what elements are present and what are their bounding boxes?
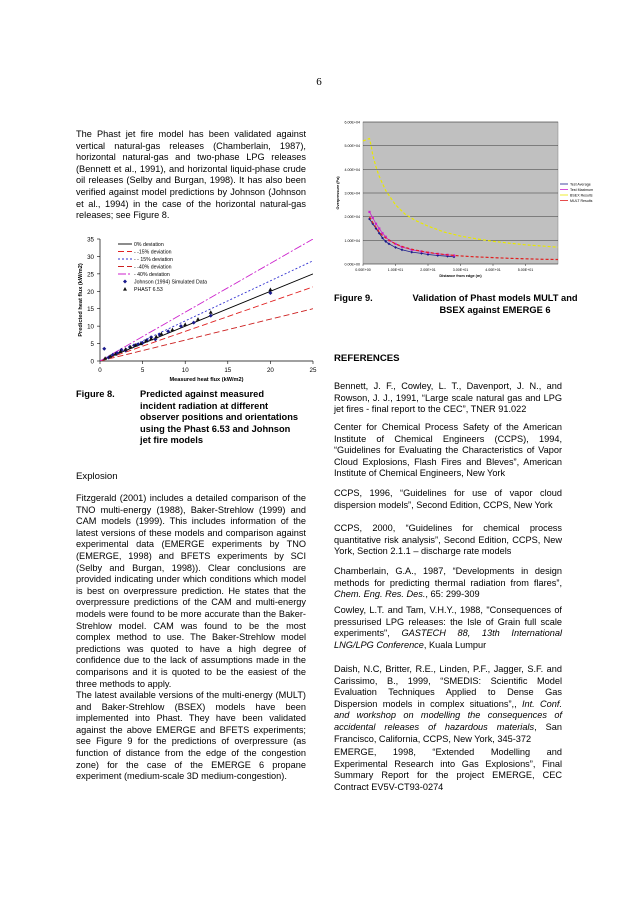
series-data-point	[375, 223, 377, 225]
reference-bennett: Bennett, J. F., Cowley, L. T., Davenport, J. N., and Rowson, J. J., 1991, “Large scale natural gas and LPG jet fires - final report to the CEC”, TNER 91.022	[334, 381, 562, 415]
phast-data-point	[209, 310, 213, 314]
figure-9-caption: Validation of Phast models MULT and BSEX against EMERGE 6	[412, 293, 578, 315]
x-tick-label: 0.00E+00	[355, 268, 371, 272]
figure-9-label: Figure 9.	[334, 293, 373, 303]
y-axis-label: Overpressure (Pa)	[336, 176, 340, 210]
figure-9-chart	[330, 116, 594, 278]
x-axis-label: Distance from edge (m)	[439, 274, 482, 278]
legend-entry: PHAST 6.53	[134, 287, 163, 293]
references-heading: REFERENCES	[334, 353, 400, 364]
deviation-line	[100, 287, 313, 361]
reference-ccps-1996: CCPS, 1996, “Guidelines for use of vapor cloud dispersion models”, Second Edition, CCPS, New York	[334, 488, 562, 510]
y-tick-label: 6.00E+04	[344, 120, 360, 125]
x-tick-label: 0	[98, 367, 102, 374]
deviation-line	[100, 309, 313, 361]
johnson-data-point	[102, 347, 106, 351]
y-axis-label: Predicted heat flux (kW/m2)	[78, 263, 84, 337]
section-heading-explosion: Explosion	[76, 471, 118, 482]
y-tick-label: 5	[90, 341, 94, 349]
reference-ccps-2000: CCPS, 2000, “Guidelines for chemical process quantitative risk analysis”, Second Edition, CCPS, New York, Section 2.1.1 – discharge rate models	[334, 523, 562, 557]
y-tick-label: 20	[87, 288, 94, 296]
x-tick-label: 10	[181, 367, 189, 374]
y-tick-label: 4.00E+04	[344, 167, 360, 172]
y-tick-label: 1.00E+04	[344, 238, 360, 243]
reference-cowley: Cowley, L.T. and Tam, V.H.Y., 1988, "Consequences of pressurised LPG releases: the Isle of Grain full scale experiments", GASTECH 88, 13th International LNG/LPG Conference, Kuala Lumpur	[334, 605, 562, 650]
deviation-line	[100, 261, 313, 361]
phast-data-point	[170, 328, 174, 332]
figure-8-caption: Predicted against measured incident radiation at different observer positions and orientations using the Phast 6.53 and Johnson jet fire models	[140, 389, 299, 445]
legend-entry: - -15% deviation	[134, 249, 172, 256]
legend-entry: - 40% deviation	[134, 272, 170, 278]
figure-8-chart	[70, 233, 320, 388]
series-data-point	[368, 211, 370, 213]
reference-daish: Daish, N.C, Britter, R.E., Linden, P.F., Jagger, S.F. and Carissimo, B., 1999, “SMEDIS: Scientific Model Evaluation Techniques Applied to Dense Gas Dispersion models in complex situations”,, Int. Conf. and workshop on modelling the consequences of accidental releases of hazardous materials, San Francisco, California, CCPS, New York, 345-372	[334, 664, 562, 744]
y-tick-label: 0	[90, 358, 94, 366]
y-tick-label: 3.00E+04	[344, 191, 360, 196]
y-tick-label: 10	[87, 323, 94, 331]
reference-emerge: EMERGE, 1998, “Extended Modelling and Experimental Research into Gas Explosions”, Final Summary Report for the project EMERGE, CEC Contract EV5V-CT93-0274	[334, 747, 562, 792]
x-tick-label: 5	[140, 367, 145, 374]
legend-entry: Test Maximum	[570, 187, 594, 192]
x-tick-label: 20	[266, 367, 274, 374]
johnson-data-point	[192, 321, 196, 325]
phast-data-point	[183, 322, 187, 326]
reference-ccps-1994: Center for Chemical Process Safety of the American Institute of Chemical Engineers (CCPS), 1994, “Guidelines for Evaluating the Characteristics of Vapor Cloud Explosions, Flash Fires and Bleves”, American Institute of Chemical Engineers, New York	[334, 422, 562, 479]
y-tick-label: 5.00E+04	[344, 144, 360, 149]
y-tick-label: 2.00E+04	[344, 215, 360, 220]
figure-8-label: Figure 8.	[76, 389, 115, 399]
legend-marker-swatch	[123, 280, 127, 284]
legend-entry: BSEX Results	[570, 193, 593, 198]
y-tick-label: 15	[87, 306, 94, 314]
legend-entry: Johnson (1994) Simulated Data	[134, 279, 207, 286]
legend-entry: MULT Results	[570, 198, 593, 203]
y-tick-label: 25	[87, 271, 94, 279]
x-tick-label: 15	[224, 367, 232, 374]
phast-data-point	[124, 347, 128, 351]
legend-entry: - - 15% deviation	[134, 257, 173, 263]
x-tick-label: 5.00E+01	[517, 268, 534, 272]
x-tick-label: 25	[309, 367, 317, 374]
explosion-paragraph-2: The latest available versions of the multi-energy (MULT) and Baker-Strehlow (BSEX) models have been implemented into Phast. They have been validated against the above EMERGE and BFETS experiments; see Figure 9 for the predictions of overpressure (as function of distance from the edge of the congestion zone) for the case of the EMERGE 6 propane experiment (medium-scale 3D medium-congestion).	[76, 690, 306, 782]
phast-data-point	[268, 288, 272, 292]
x-tick-label: 2.00E+01	[420, 268, 436, 272]
page-number: 6	[316, 76, 322, 88]
series-data-point	[378, 227, 380, 229]
y-tick-label: 35	[87, 236, 94, 244]
reference-chamberlain: Chamberlain, G.A., 1987, “Developments in design methods for predicting thermal radiation from flares”, Chem. Eng. Res. Des., 65: 299-309	[334, 566, 562, 600]
phast-data-point	[196, 317, 200, 321]
johnson-data-point	[209, 314, 213, 318]
intro-paragraph: The Phast jet fire model has been validated against vertical natural-gas releases (Chamberlain, 1987), horizontal natural-gas and two-phase LPG releases (Bennett et al., 1991), and horizontal liquid-phase crude oil releases (Selby and Burgan, 1998). It has also been verified against model predictions by Johnson (Johnson et al., 1994) in the case of the horizontal natural-gas releases; see Figure 8.	[76, 129, 306, 221]
x-axis-label: Measured heat flux (kW/m2)	[169, 377, 244, 383]
series-data-point	[372, 217, 374, 219]
y-tick-label: 30	[87, 253, 94, 261]
deviation-lines	[100, 239, 313, 361]
legend-entry: Test Average	[570, 182, 591, 187]
legend-entry: - -40% deviation	[134, 264, 172, 271]
x-tick-label: 1.00E+01	[387, 268, 404, 272]
x-tick-label: 3.00E+01	[452, 268, 469, 272]
legend-entry: 0% deviation	[134, 242, 164, 248]
legend-marker-swatch	[123, 287, 127, 291]
explosion-paragraph-1: Fitzgerald (2001) includes a detailed comparison of the TNO multi-energy (1988), Baker-Strehlow (1999) and CAM models (1999). This includes information of the latest versions of these models and comparison against experimental data (EMERGE experiments by TNO (EMERGE, 1998) and BFETS experiments by SCI (Selby and Burgan, 1998)). Clear conclusions are provided indicating under which conditions which model is best on overpressure prediction. He states that the overpressure predictions of the CAM and multi-energy models were found to be more accurate than the Baker-Strehlow model. CAM was found to be the most complex method to use. The Baker-Strehlow model predictions was quoted to have a high degree of confidence due to the lack of assumptions made in the comparisons and it is quoted to be the easiest of the three methods to apply.	[76, 493, 306, 689]
x-tick-label: 4.00E+01	[485, 268, 501, 272]
y-tick-label: 0.00E+00	[344, 262, 360, 267]
deviation-line	[100, 239, 313, 361]
